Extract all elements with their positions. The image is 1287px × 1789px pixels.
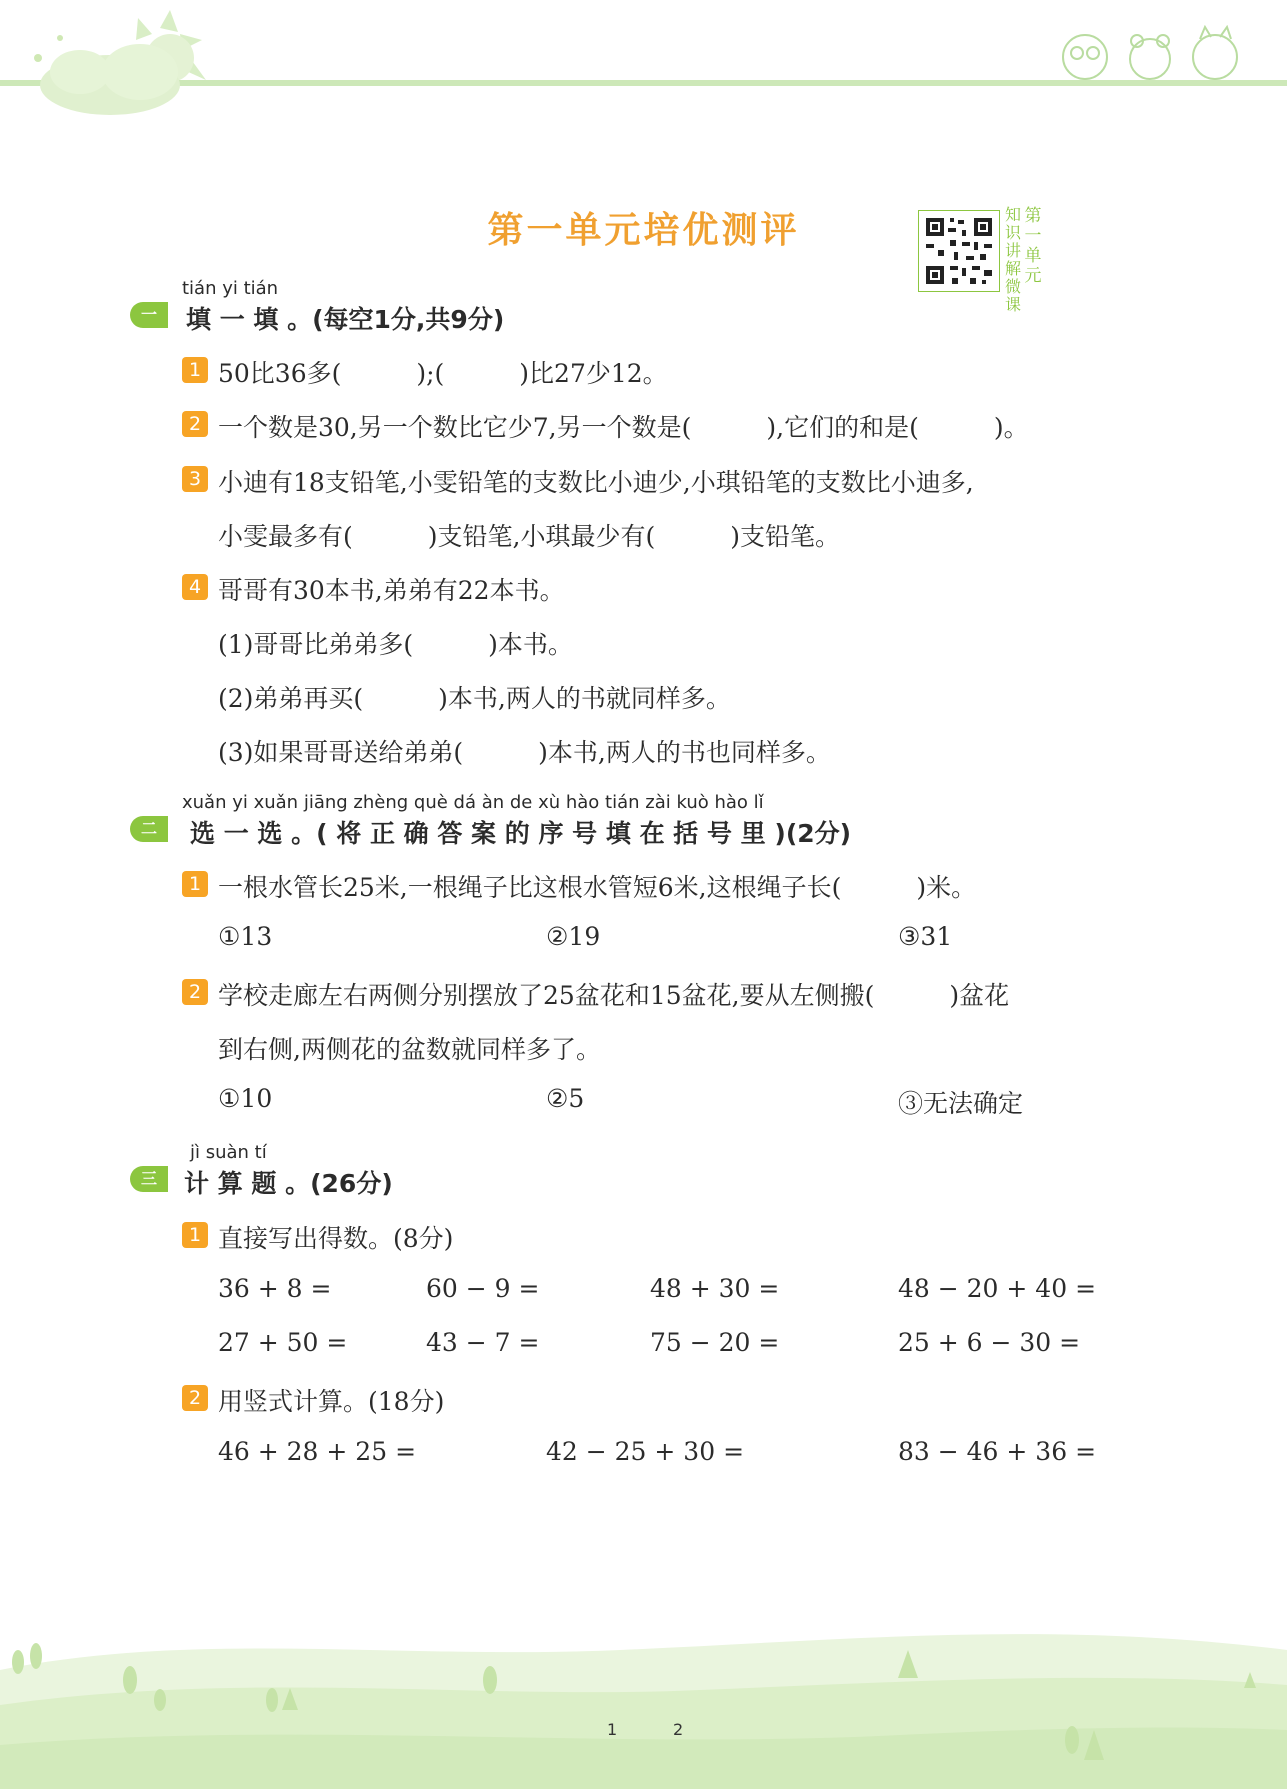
q3-2-expr-2: 42 − 25 + 30 = (546, 1437, 745, 1466)
section-1-pinyin: tián yi tián (182, 278, 279, 299)
q3-1-expr-3: 48 + 30 = (650, 1274, 780, 1303)
q1-3-text-line1: 小迪有18支铅笔,小雯铅笔的支数比小迪少,小琪铅笔的支数比小迪多, (218, 468, 974, 497)
section-3-badge: 三 (130, 1166, 168, 1192)
section-1-heading: 填 一 填 。(每空1分,共9分) (186, 305, 505, 334)
animal-faces-decoration (1055, 25, 1255, 85)
q1-2-text: 一个数是30,另一个数比它少7,另一个数是( ),它们的和是( )。 (218, 413, 1029, 442)
sun-cloud-decoration (20, 10, 210, 120)
q1-3-text-line2: 小雯最多有( )支铅笔,小琪最少有( )支铅笔。 (218, 522, 840, 551)
q1-4-sub-1: (1)哥哥比弟弟多( )本书。 (218, 630, 573, 659)
section-3-heading: 计 算 题 。(26分) (184, 1169, 393, 1198)
qr-caption-lesson: 知识讲解微课 (1004, 205, 1021, 314)
q3-1-expr-7: 75 − 20 = (650, 1328, 780, 1357)
q2-2-text-line2: 到右侧,两侧花的盆数就同样多了。 (218, 1035, 601, 1064)
page-number-left: 1 (607, 1720, 618, 1739)
q3-2-text: 用竖式计算。(18分) (218, 1387, 445, 1416)
q1-4-number: 4 (182, 574, 208, 600)
section-2-heading: 选 一 选 。( 将 正 确 答 案 的 序 号 填 在 括 号 里 )(2分) (190, 819, 852, 848)
q1-1-text: 50比36多( );( )比27少12。 (218, 359, 668, 388)
q1-4-sub-3: (3)如果哥哥送给弟弟( )本书,两人的书也同样多。 (218, 738, 831, 767)
q3-1-expr-2: 60 − 9 = (426, 1274, 540, 1303)
qr-caption-unit: 第一单元 (1024, 206, 1042, 286)
q2-2-option-3[interactable]: ③无法确定 (898, 1089, 1024, 1118)
q1-4-text: 哥哥有30本书,弟弟有22本书。 (218, 576, 565, 605)
page-title: 第一单元培优测评 (487, 210, 800, 251)
q2-1-option-3[interactable]: ③31 (898, 922, 953, 951)
q1-2-number: 2 (182, 411, 208, 437)
q3-1-text: 直接写出得数。(8分) (218, 1224, 454, 1253)
hills-decoration (0, 1610, 1287, 1789)
q3-1-expr-4: 48 − 20 + 40 = (898, 1274, 1097, 1303)
q3-2-expr-1: 46 + 28 + 25 = (218, 1437, 417, 1466)
q1-4-sub-2: (2)弟弟再买( )本书,两人的书就同样多。 (218, 684, 731, 713)
q2-1-option-1[interactable]: ①13 (218, 922, 273, 951)
q3-1-expr-1: 36 + 8 = (218, 1274, 332, 1303)
q3-1-expr-6: 43 − 7 = (426, 1328, 540, 1357)
q3-2-number: 2 (182, 1385, 208, 1411)
q2-1-number: 1 (182, 871, 208, 897)
qr-code[interactable] (918, 210, 1000, 292)
q3-1-number: 1 (182, 1222, 208, 1248)
q2-2-option-2[interactable]: ②5 (546, 1084, 585, 1113)
q2-1-option-2[interactable]: ②19 (546, 922, 601, 951)
page-number-right: 2 (673, 1720, 684, 1739)
q1-3-number: 3 (182, 466, 208, 492)
q2-2-option-1[interactable]: ①10 (218, 1084, 273, 1113)
section-2-pinyin: xuǎn yi xuǎn jiāng zhèng què dá àn de xù hào tián zài kuò hào lǐ (182, 792, 764, 813)
q3-1-expr-8: 25 + 6 − 30 = (898, 1328, 1081, 1357)
q2-1-text: 一根水管长25米,一根绳子比这根水管短6米,这根绳子长( )米。 (218, 873, 977, 902)
q1-1-number: 1 (182, 357, 208, 383)
section-1-badge: 一 (130, 302, 168, 328)
q3-1-expr-5: 27 + 50 = (218, 1328, 348, 1357)
section-3-pinyin: jì suàn tí (190, 1142, 267, 1163)
q3-2-expr-3: 83 − 46 + 36 = (898, 1437, 1097, 1466)
section-2-badge: 二 (130, 816, 168, 842)
q2-2-text-line1: 学校走廊左右两侧分别摆放了25盆花和15盆花,要从左侧搬( )盆花 (218, 981, 1010, 1010)
q2-2-number: 2 (182, 979, 208, 1005)
